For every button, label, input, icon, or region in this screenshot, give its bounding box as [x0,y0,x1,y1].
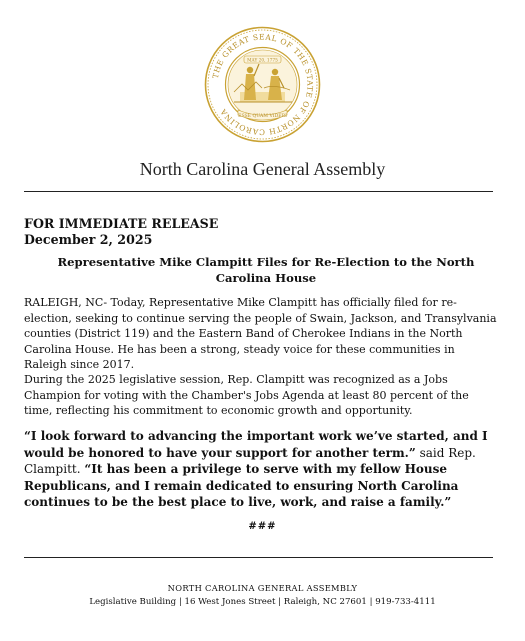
footer-org-name: NORTH CAROLINA GENERAL ASSEMBLY [167,583,358,593]
footer-divider [24,557,493,558]
release-date: December 2, 2025 [24,232,153,247]
seal-date: MAY 20, 1775 [247,58,278,64]
release-label: FOR IMMEDIATE RELEASE [24,216,219,231]
quote-bold-part-1: “I look forward to advancing the important work we’ve started, and I would be honored to have your support for another term.” [24,429,488,460]
release-block [24,216,504,248]
end-marks: ### [248,521,277,532]
body-paragraph-2: During the 2025 legislative session, Rep. Clampitt was recognized as a Jobs Champion for voting with the Chamber's Jobs Agenda at least 80 percent of the time, reflecting his commitment to economic growth and opportunity. [24,373,469,417]
seal-motto: ESSE QUAM VIDERI [238,114,287,119]
quote-paragraph [24,428,502,511]
quote-attribution: said Rep. Clampitt. [24,445,476,476]
press-headline: Representative Mike Clampitt Files for Re-Election to the North Carolina House [57,255,475,285]
quote-bold-part-2: “It has been a privilege to serve with my fellow House Republicans, and I remain dedicated to ensuring North Carolina continues to be the best place to live, work, and raise a family.” [24,462,459,509]
header-divider [24,191,493,192]
seal-ring-text: THE GREAT SEAL OF THE STATE OF NORTH CAROLINA [210,32,315,137]
state-seal [204,26,321,143]
footer-address: Legislative Building | 16 West Jones Street | Raleigh, NC 27601 | 919-733-4111 [89,597,436,607]
body-paragraph-1: RALEIGH, NC- Today, Representative Mike Clampitt has officially filed for re-election, seeking to continue serving the people of Swain, Jackson, and Transylvania counties (District 119) and the Eastern Band of Cherokee Indians in the North Carolina House. He has been a strong, steady voice for these communities in Raleigh since 2017. [24,296,497,371]
page-title: North Carolina General Assembly [139,159,386,179]
seal-graphic [204,26,321,143]
